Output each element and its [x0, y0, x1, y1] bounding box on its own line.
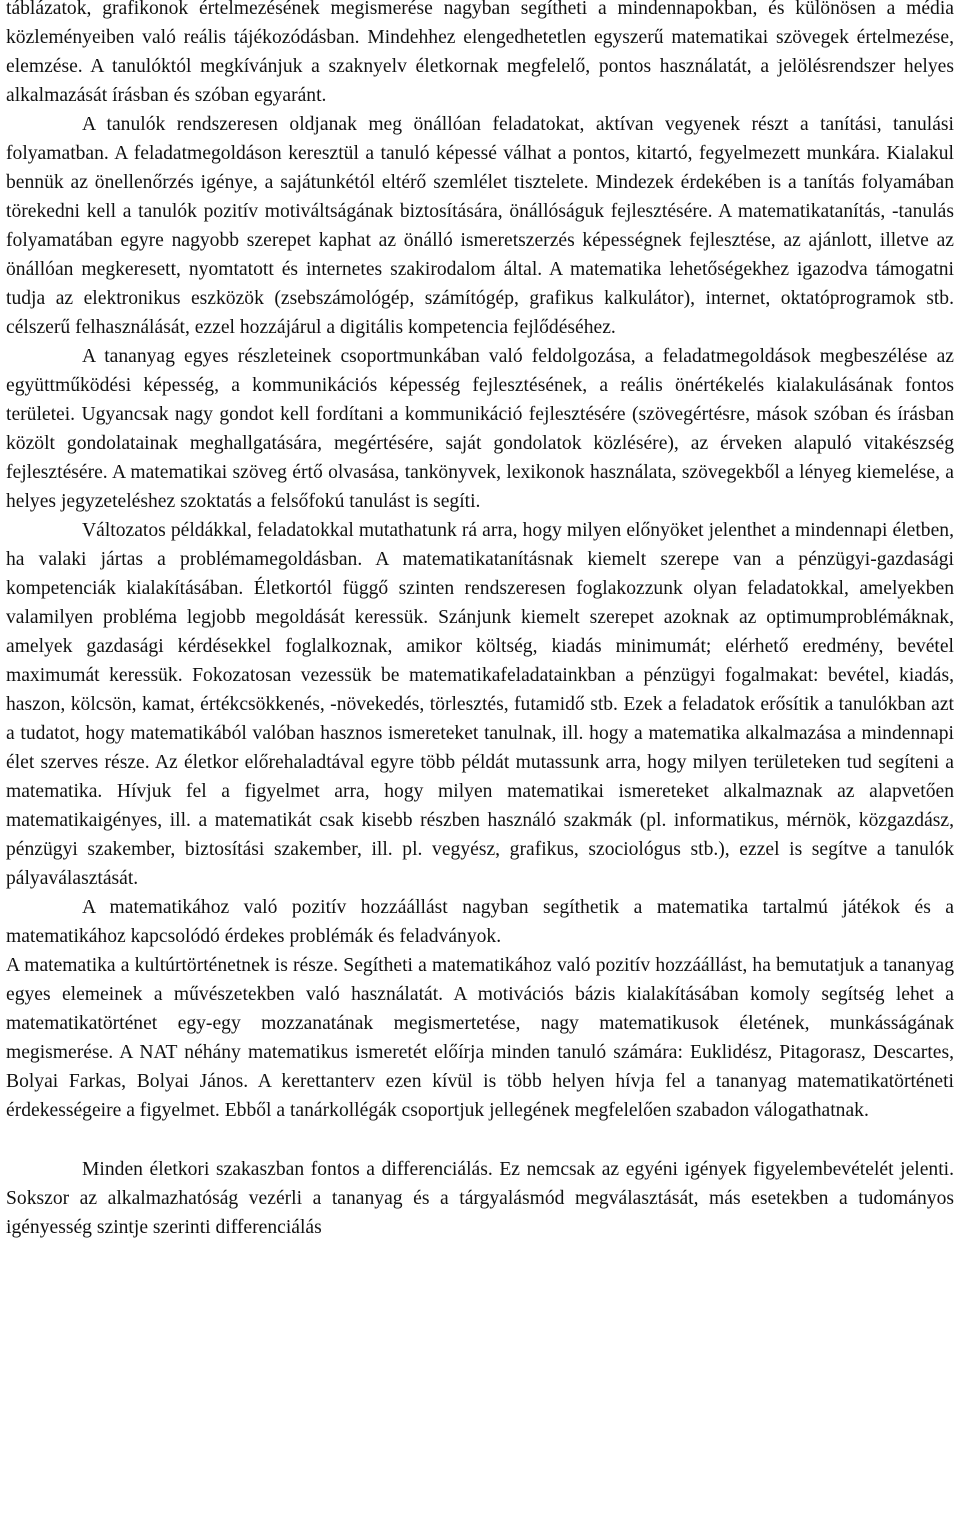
paragraph-math-games: A matematikához való pozitív hozzáállást nagyban segíthetik a matematika tartalmú játékok és a matematikához kapcsolódó érdekes problémák és feladványok. — [6, 897, 954, 947]
paragraph-intro: táblázatok, grafikonok értelmezésének megismerése nagyban segítheti a mindennapokban, és különösen a média közleményeiben való reális tájékozódásban. Mindehhez elengedhetetlen egyszerű matematikai szövegek értelmezése, elemzése. A tanulóktól megkívánjuk a szaknyelv életkornak megfelelő, pontos használatát, a jelölésrendszer helyes alkalmazását írásban és szóban egyaránt. — [6, 0, 954, 106]
paragraph-independent-work: A tanulók rendszeresen oldjanak meg önállóan feladatokat, aktívan vegyenek részt a tanítási, tanulási folyamatban. A feladatmegoldáson keresztül a tanuló képessé válhat a pontos, kitartó, fegyelmezett munkára. Kialakul bennük az önellenőrzés igénye, a sajátunkétól eltérő szemlélet tisztelete. Mindezek érdekében is a tanítás folyamában törekedni kell a tanulók pozitív motiváltságának biztosítására, önállóságuk fejlesztésére. A matematikatanítás, -tanulás folyamatában egyre nagyobb szerepet kaphat az önálló ismeretszerzés képességnek fejlesztése, az ajánlott, illetve az önállóan megkeresett, nyomtatott és internetes szakirodalom által. A matematika lehetőségekhez igazodva támogatni tudja az elektronikus eszközök (zsebszámológép, számítógép, grafikus kalkulátor), internet, oktatóprogramok stb. célszerű felhasználását, ezzel hozzájárul a digitális kompetencia fejlődéséhez. — [6, 114, 954, 338]
paragraph-cultural-history: A matematika a kultúrtörténetnek is része. Segítheti a matematikához való pozitív hozzáállást, ha bemutatjuk a tananyag egyes elemeinek a művészetekben való használatát. A motivációs bázis kialakításában komoly segítség lehet a matematikatörténet egy-egy mozzanatának megismertetése, nagy matematikusok életének, munkásságának megismerése. A NAT néhány matematikus ismeretét előírja minden tanuló számára: Euklidész, Pitagorasz, Descartes, Bolyai Farkas, Bolyai János. A kerettanterv ezen kívül is több helyen hívja fel a tananyag matematikatörténeti érdekességeire a figyelmet. Ebből a tanárkollégák csoportjuk jellegének megfelelően szabadon válogathatnak. — [6, 955, 954, 1121]
paragraph-differentiation: Minden életkori szakaszban fontos a differenciálás. Ez nemcsak az egyéni igények figyelembevételét jelenti. Sokszor az alkalmazhatóság vezérli a tananyag és a tárgyalásmód megválasztását, más esetekben a tudományos igényesség szintje szerinti differenciálás — [6, 1159, 954, 1238]
paragraph-problem-solving: Változatos példákkal, feladatokkal mutathatunk rá arra, hogy milyen előnyöket jelenthet a mindennapi életben, ha valaki jártas a problémamegoldásban. A matematikatanításnak kiemelt szerepe van a pénzügyi-gazdasági kompetenciák kialakításában. Életkortól függő szinten rendszeresen foglakozzunk olyan feladatokkal, amelyekben valamilyen probléma legjobb megoldását keressük. Szánjunk kiemelt szerepet azoknak az optimumproblémáknak, amelyek gazdasági kérdésekkel foglalkoznak, amikor költség, kiadás minimumát; elérhető eredmény, bevétel maximumát keressük. Fokozatosan vezessük be matematikafeladatainkban a pénzügyi fogalmakat: bevétel, kiadás, haszon, kölcsön, kamat, értékcsökkenés, -növekedés, törlesztés, futamidő stb. Ezek a feladatok erősítik a tanulókban azt a tudatot, hogy matematikából valóban hasznos ismereteket tanulnak, ill. hogy a matematika alkalmazása a mindennapi élet szerves része. Az életkor előrehaladtával egyre több példát mutassunk arra, hogy milyen területeken tud segíteni a matematika. Hívjuk fel a figyelmet arra, hogy milyen matematikai ismereteket alkalmaznak az alapvetően matematikaigényes, ill. a matematikát csak kisebb részben használó szakmák (pl. informatikus, mérnök, közgazdász, pénzügyi szakember, biztosítási szakember, ill. pl. vegyész, grafikus, szociológus stb.), ezzel is segítve a tanulók pályaválasztását. — [6, 520, 954, 889]
paragraph-group-work: A tananyag egyes részleteinek csoportmunkában való feldolgozása, a feladatmegoldások megbeszélése az együttműködési képesség, a kommunikációs képesség fejlesztésének, a reális önértékelés kialakulásának fontos területei. Ugyancsak nagy gondot kell fordítani a kommunikáció fejlesztésére (szövegértésre, mások szóban és írásban közölt gondolatainak meghallgatására, megértésére, saját gondolatok közlésére), az érveken alapuló vitakészség fejlesztésére. A matematikai szöveg értő olvasása, tankönyvek, lexikonok használata, szövegekből a lényeg kiemelése, a helyes jegyzeteléshez szoktatás a felsőfokú tanulást is segíti. — [6, 346, 954, 512]
